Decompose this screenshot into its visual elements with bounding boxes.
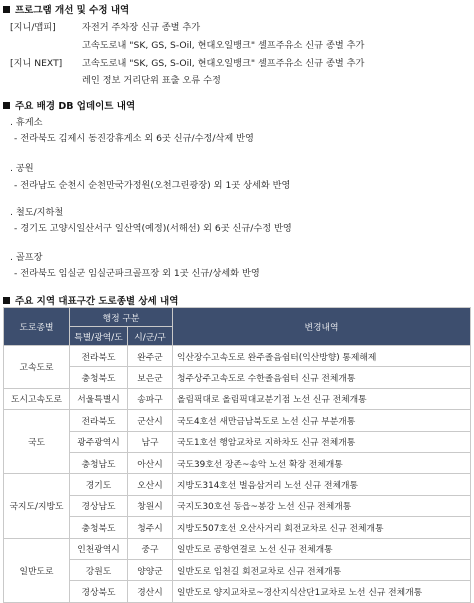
table-row (4, 346, 471, 367)
change-cell: 국도4호선 새만금남북도로 노선 신규 부분개통 (173, 410, 471, 431)
s2-group-1: . 공원 (10, 163, 34, 174)
table-row (4, 495, 471, 516)
province-cell: 전라북도 (70, 346, 128, 367)
city-cell: 남구 (128, 431, 173, 452)
s1-text-2: 고속도로내 "SK, GS, S-Oil, 현대오일뱅크" 셀프주유소 신규 종별 추가 (82, 58, 365, 69)
s2-item-0: - 전라북도 김제시 동진강휴게소 외 6곳 신규/수정/삭제 반영 (14, 133, 254, 144)
square-bullet-icon (3, 102, 10, 109)
s1-label-2: [지니 NEXT] (10, 58, 63, 69)
road-type-cell: 국지도/지방도 (4, 474, 70, 538)
change-cell: 국지도30호선 동읍~봉강 노선 신규 전체개통 (173, 495, 471, 516)
header-admin: 행정 구분 (70, 308, 173, 327)
change-cell: 지방도314호선 벌음삼거리 노선 신규 전체개통 (173, 474, 471, 495)
table-row (4, 431, 471, 452)
city-cell: 송파구 (128, 388, 173, 409)
header-city: 시/군/구 (128, 327, 173, 346)
s2-group-3: . 골프장 (10, 252, 43, 263)
table-row (4, 388, 471, 409)
s2-item-3: - 전라북도 임실군 임실군파크골프장 외 1곳 신규/상세화 반영 (14, 268, 260, 279)
s1-text-0: 자전거 주차장 신규 종별 추가 (82, 22, 201, 33)
city-cell: 청주시 (128, 517, 173, 538)
s1-label-0: [지니/맵피] (10, 22, 56, 33)
change-cell: 익산장수고속도로 완주졸음쉼터(익산방향) 통제해제 (173, 346, 471, 367)
province-cell: 강원도 (70, 559, 128, 580)
city-cell: 오산시 (128, 474, 173, 495)
province-cell: 광주광역시 (70, 431, 128, 452)
change-cell: 지방도507호선 오산사거리 회전교차로 신규 전체개통 (173, 517, 471, 538)
s1-text-3: 레인 정보 거리단위 표출 오류 수정 (82, 75, 221, 86)
s1-text-1: 고속도로내 "SK, GS, S-Oil, 현대오일뱅크" 셀프주유소 신규 종별 추가 (82, 40, 365, 51)
province-cell: 충청북도 (70, 367, 128, 388)
table-row (4, 410, 471, 431)
change-cell: 일반도로 공항연결로 노선 신규 전체개통 (173, 538, 471, 559)
s2-group-0: . 휴게소 (10, 117, 43, 128)
s2-group-2: . 철도/지하철 (10, 207, 64, 218)
city-cell: 보은군 (128, 367, 173, 388)
change-cell: 청주상주고속도로 수한졸음쉼터 신규 전체개통 (173, 367, 471, 388)
change-cell: 국도1호선 행암교차로 지하차도 신규 전체개통 (173, 431, 471, 452)
province-cell: 충청남도 (70, 452, 128, 473)
road-type-cell: 국도 (4, 410, 70, 474)
section-1-heading: 프로그램 개선 및 수정 내역 (3, 2, 129, 16)
city-cell: 경산시 (128, 581, 173, 602)
table-row (4, 452, 471, 473)
road-type-cell: 도시고속도로 (4, 388, 70, 409)
province-cell: 충청북도 (70, 517, 128, 538)
road-type-cell: 일반도로 (4, 538, 70, 602)
s2-item-2: - 경기도 고양시일산서구 일산역(예정)(서해선) 외 6곳 신규/수정 반영 (14, 223, 292, 234)
table-row (4, 474, 471, 495)
change-cell: 일반도로 양지교차로~경산지식산단1교차로 노선 신규 전체개통 (173, 581, 471, 602)
city-cell: 창원시 (128, 495, 173, 516)
table-row (4, 517, 471, 538)
table-row (4, 538, 471, 559)
section-3-heading: 주요 지역 대표구간 도로종별 상세 내역 (3, 293, 178, 307)
change-cell: 일반도로 임천길 회전교차로 신규 전체개통 (173, 559, 471, 580)
province-cell: 전라북도 (70, 410, 128, 431)
square-bullet-icon (3, 297, 10, 304)
province-cell: 인천광역시 (70, 538, 128, 559)
province-cell: 서울특별시 (70, 388, 128, 409)
section-2-heading: 주요 배경 DB 업데이트 내역 (3, 98, 135, 112)
city-cell: 양양군 (128, 559, 173, 580)
city-cell: 군산시 (128, 410, 173, 431)
road-section-table (3, 307, 471, 603)
road-type-cell: 고속도로 (4, 346, 70, 389)
header-road-type: 도로종별 (4, 308, 70, 346)
province-cell: 경상남도 (70, 495, 128, 516)
city-cell: 아산시 (128, 452, 173, 473)
s2-item-1: - 전라남도 순천시 순천만국가정원(오천그린광장) 외 1곳 상세화 반영 (14, 180, 291, 191)
province-cell: 경상북도 (70, 581, 128, 602)
header-change: 변경내역 (173, 308, 471, 346)
table-row (4, 559, 471, 580)
table-row (4, 581, 471, 602)
change-cell: 국도39호선 장존~송악 노선 확장 전체개통 (173, 452, 471, 473)
change-cell: 올림픽대로 올림픽대교분기점 노선 신규 전체개통 (173, 388, 471, 409)
table-row (4, 367, 471, 388)
header-province: 특별/광역/도 (70, 327, 128, 346)
province-cell: 경기도 (70, 474, 128, 495)
city-cell: 완주군 (128, 346, 173, 367)
city-cell: 중구 (128, 538, 173, 559)
square-bullet-icon (3, 6, 10, 13)
